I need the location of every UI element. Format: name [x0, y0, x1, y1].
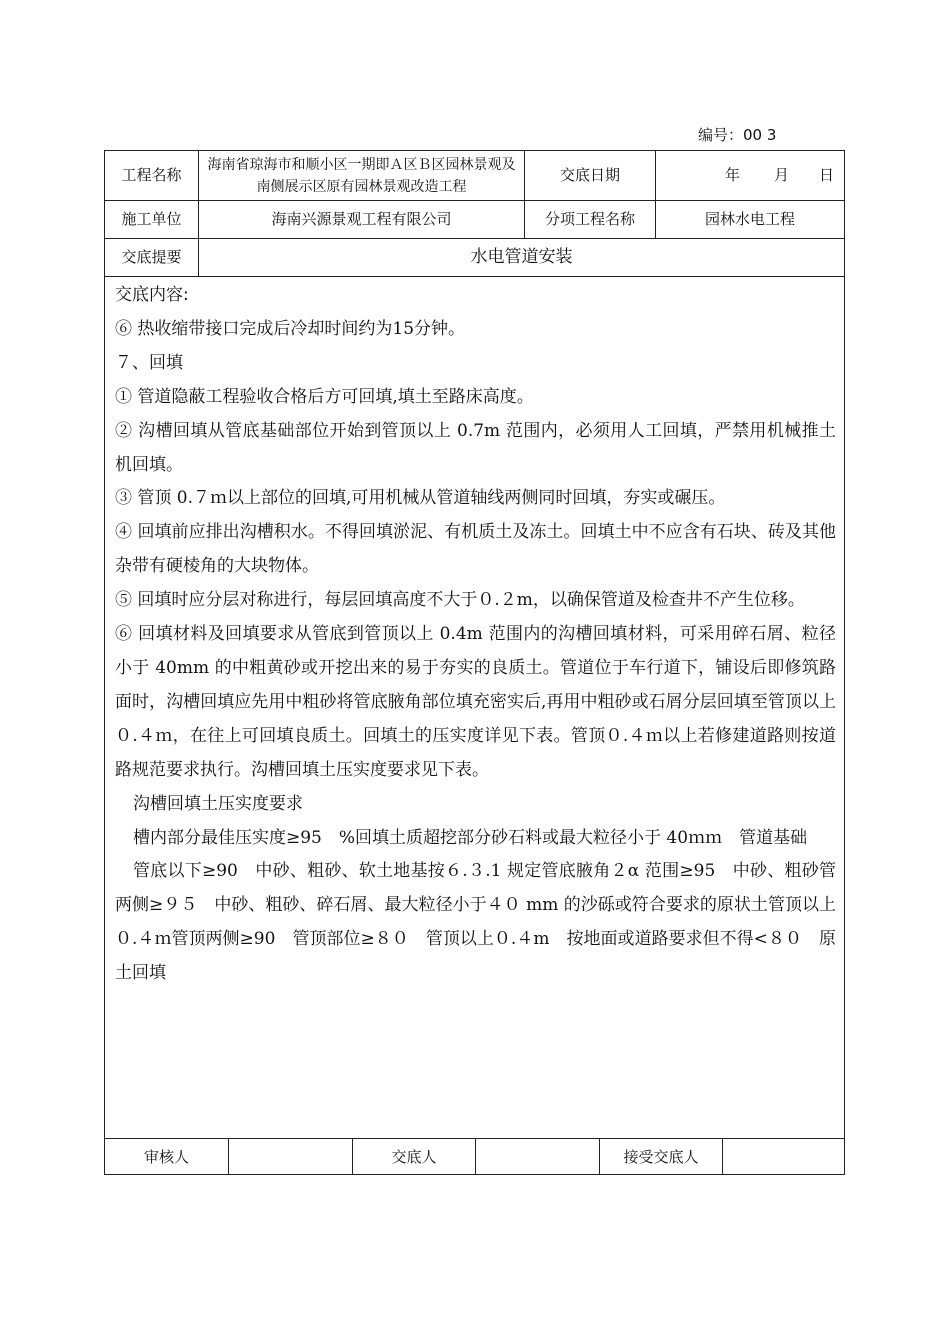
project-value: 海南省琼海市和顺小区一期即Ａ区Ｂ区园林景观及南侧展示区原有园林景观改造工程	[198, 151, 524, 200]
date-value	[655, 151, 844, 200]
subproject-label: 分项工程名称	[524, 201, 655, 238]
document-number: 编号：00 3	[698, 126, 777, 144]
content-paragraph: ② 沟槽回填从管底基础部位开始到管顶以上 0.7m 范围内，必须用人工回填，严禁用机械推土机回填。	[115, 420, 836, 475]
subproject-value: 园林水电工程	[655, 201, 844, 238]
disclosure-content	[105, 278, 844, 1127]
discloser-label: 交底人	[352, 1139, 475, 1175]
content-paragraph: ① 管道隐蔽工程验收合格后方可回填,填土至路床高度。	[115, 386, 534, 407]
receiver-label: 接受交底人	[599, 1139, 722, 1175]
content-paragraph: 槽内部分最佳压实度≥95 %回填土质超挖部分砂石料或最大粒径小于 40ｍｍ 管道基础	[133, 827, 808, 848]
row-project	[105, 151, 844, 201]
content-paragraph: ⑤ 回填时应分层对称进行，每层回填高度不大于０.２m，以确保管道及检查井不产生位移。	[115, 590, 805, 611]
signature-row	[105, 1138, 844, 1175]
receiver-value	[722, 1139, 844, 1175]
discloser-value	[475, 1139, 599, 1175]
content-paragraph: ７、回填	[115, 352, 183, 373]
project-label: 工程名称	[121, 166, 182, 184]
summary-value: 水电管道安装	[198, 239, 844, 276]
date-day: 日	[818, 166, 834, 184]
content-paragraph: 管底以下≥90 中砂、粗砂、软土地基按６.３.1 规定管底腋角２α 范围≥95 中砂、粗砂管两侧≥９５ 中砂、粗砂、碎石屑、最大粒径小于４０ mm 的沙砾或符合要求的原状土管顶以上０.４ｍ管顶两侧≥90 管顶部位≥８０ 管顶以上０.４m 按地面或道路要求但不得<８０ 原土回填	[115, 861, 836, 984]
unit-value: 海南兴源景观工程有限公司	[198, 201, 524, 238]
reviewer-value	[228, 1139, 352, 1175]
unit-label: 施工单位	[121, 210, 182, 228]
reviewer-label: 审核人	[143, 1147, 189, 1166]
content-paragraph: 沟槽回填土压实度要求	[133, 793, 303, 814]
disclosure-table	[104, 150, 845, 1175]
date-month: 月	[773, 166, 789, 184]
row-unit	[105, 201, 844, 239]
content-paragraph: ⑥ 热收缩带接口完成后冷却时间约为15分钟。	[115, 318, 466, 339]
date-label: 交底日期	[524, 151, 655, 200]
content-paragraph: ④ 回填前应排出沟槽积水。不得回填淤泥、有机质土及冻土。回填土中不应含有石块、砖及其他杂带有硬棱角的大块物体。	[115, 522, 836, 577]
content-paragraph: ③ 管顶 0.７ｍ以上部位的回填,可用机械从管道轴线两侧同时回填，夯实或碾压。	[115, 488, 726, 509]
date-year: 年	[724, 166, 740, 184]
content-paragraph: ⑥ 回填材料及回填要求从管底到管顶以上 0.4m 范围内的沟槽回填材料，可采用碎石屑、粒径小于 40mm 的中粗黄砂或开挖出来的易于夯实的良质土。管道位于车行道下，铺设后即修筑路面时，沟槽回填应先用中粗砂将管底腋角部位填充密实后,再用中粗砂或石屑分层回填至管顶以上０.４ｍ，在往上可回填良质土。回填土的压实度详见下表。管顶０.４ｍ以上若修建道路则按道路规范要求执行。沟槽回填土压实度要求见下表。	[115, 624, 836, 780]
summary-label: 交底提要	[121, 248, 182, 266]
row-summary	[105, 239, 844, 277]
content-label: 交底内容:	[115, 285, 189, 305]
